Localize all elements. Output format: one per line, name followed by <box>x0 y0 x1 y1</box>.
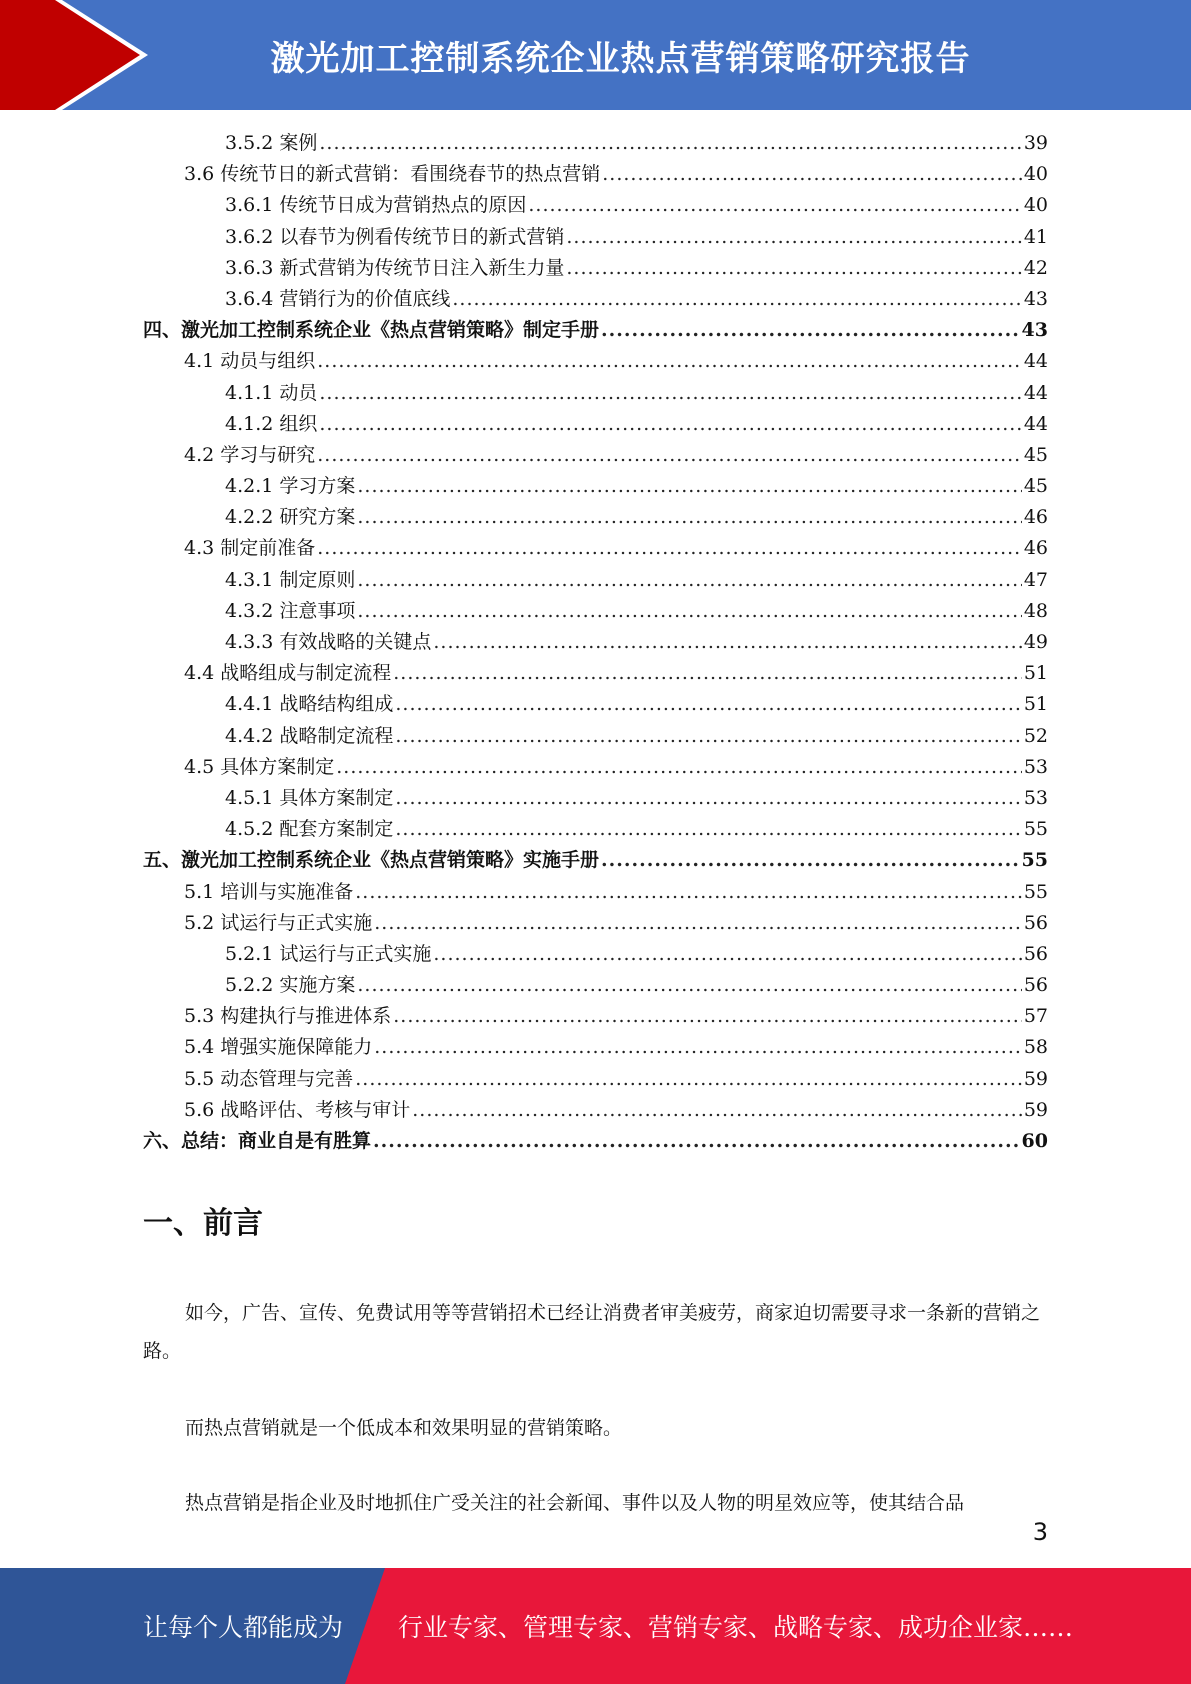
toc-page-number: 43 <box>1021 319 1048 342</box>
toc-dot-leader <box>373 1126 1020 1157</box>
toc-entry-title: 四、激光加工控制系统企业《热点营销策略》制定手册 <box>143 319 600 342</box>
toc-dot-leader <box>601 845 1020 876</box>
toc-entry-title: 3.6.2 以春节为例看传统节日的新式营销 <box>225 225 565 248</box>
toc-entry-title: 五、激光加工控制系统企业《热点营销策略》实施手册 <box>143 849 600 872</box>
toc-page-number: 43 <box>1023 287 1048 310</box>
toc-dot-leader <box>336 752 1022 783</box>
header-banner <box>0 0 1191 110</box>
toc-entry[interactable] <box>143 1064 1048 1095</box>
toc-dot-leader <box>357 970 1021 1001</box>
toc-dot-leader <box>319 409 1021 440</box>
toc-page-number: 46 <box>1023 537 1048 560</box>
toc-entry[interactable] <box>143 627 1048 658</box>
toc-dot-leader <box>395 783 1021 814</box>
toc-page-number: 60 <box>1021 1130 1048 1152</box>
toc-entry[interactable] <box>143 1095 1048 1126</box>
toc-entry-title: 3.6.3 新式营销为传统节日注入新生力量 <box>225 256 565 279</box>
toc-entry-title: 4.4.2 战略制定流程 <box>225 724 394 747</box>
toc-entry-title: 3.6 传统节日的新式营销：看围绕春节的热点营销 <box>184 163 601 186</box>
toc-dot-leader <box>357 502 1021 533</box>
toc-page-number: 56 <box>1023 911 1048 934</box>
paragraph: 而热点营销就是一个低成本和效果明显的营销策略。 <box>185 1417 623 1439</box>
toc-entry[interactable] <box>143 128 1048 159</box>
toc-page-number: 55 <box>1023 880 1048 903</box>
toc-page-number: 40 <box>1023 194 1048 217</box>
toc-entry-title: 5.2.2 实施方案 <box>225 974 356 997</box>
toc-page-number: 44 <box>1023 350 1048 373</box>
toc-dot-leader <box>601 315 1020 346</box>
header-chevron-icon <box>0 0 160 110</box>
toc-entry[interactable] <box>143 1032 1048 1063</box>
toc-entry[interactable] <box>143 783 1048 814</box>
toc-entry-title: 4.3 制定前准备 <box>184 537 316 560</box>
toc-entry[interactable] <box>143 378 1048 409</box>
toc-entry-title: 4.1.1 动员 <box>225 381 318 404</box>
toc-entry-title: 3.6.1 传统节日成为营销热点的原因 <box>225 194 527 217</box>
toc-dot-leader <box>433 627 1021 658</box>
toc-entry[interactable] <box>143 877 1048 908</box>
toc-page-number: 59 <box>1023 1067 1048 1090</box>
toc-dot-leader <box>319 378 1021 409</box>
toc-dot-leader <box>319 128 1021 159</box>
toc-entry-title: 5.2 试运行与正式实施 <box>184 911 373 934</box>
toc-entry-title: 5.2.1 试运行与正式实施 <box>225 942 432 965</box>
toc-entry[interactable] <box>143 284 1048 315</box>
toc-entry-title: 5.1 培训与实施准备 <box>184 880 354 903</box>
toc-page-number: 39 <box>1023 132 1048 154</box>
toc-page-number: 53 <box>1023 755 1048 778</box>
toc-entry[interactable] <box>143 502 1048 533</box>
toc-entry[interactable] <box>143 253 1048 284</box>
toc-dot-leader <box>395 689 1021 720</box>
toc-entry-title: 4.3.2 注意事项 <box>225 599 356 622</box>
toc-dot-leader <box>393 658 1022 689</box>
toc-dot-leader <box>528 190 1021 221</box>
toc-entry-title: 4.5.2 配套方案制定 <box>225 818 394 841</box>
toc-page-number: 40 <box>1023 163 1048 186</box>
toc-entry[interactable] <box>143 752 1048 783</box>
toc-entry[interactable] <box>143 1001 1048 1032</box>
toc-entry[interactable] <box>143 721 1048 752</box>
toc-entry[interactable] <box>143 565 1048 596</box>
toc-entry-title: 4.2.1 学习方案 <box>225 475 356 498</box>
toc-entry[interactable] <box>143 908 1048 939</box>
toc-entry[interactable] <box>143 814 1048 845</box>
toc-dot-leader <box>374 908 1022 939</box>
page-number: 3 <box>1032 1518 1048 1546</box>
toc-entry-title: 5.3 构建执行与推进体系 <box>184 1005 392 1028</box>
toc-entry-title: 4.1 动员与组织 <box>184 350 316 373</box>
toc-page-number: 46 <box>1023 506 1048 529</box>
toc-entry-title: 4.4 战略组成与制定流程 <box>184 662 392 685</box>
toc-dot-leader <box>566 222 1021 253</box>
footer-slogan-right: 行业专家、管理专家、营销专家、战略专家、成功企业家…… <box>398 1613 1074 1642</box>
document-title: 激光加工控制系统企业热点营销策略研究报告 <box>270 38 971 79</box>
toc-page-number: 57 <box>1023 1005 1048 1028</box>
toc-entry-title: 4.3.3 有效战略的关键点 <box>225 631 432 653</box>
toc-page-number: 41 <box>1023 225 1048 248</box>
toc-dot-leader <box>395 721 1021 752</box>
toc-page-number: 45 <box>1023 475 1048 498</box>
table-of-contents <box>143 128 1048 1157</box>
toc-entry-title: 4.1.2 组织 <box>225 412 318 435</box>
toc-entry[interactable] <box>143 939 1048 970</box>
toc-dot-leader <box>395 814 1021 845</box>
toc-entry[interactable] <box>143 315 1048 346</box>
toc-entry-title: 4.2 学习与研究 <box>184 443 316 466</box>
toc-entry[interactable] <box>143 533 1048 564</box>
toc-entry[interactable] <box>143 222 1048 253</box>
toc-page-number: 49 <box>1023 631 1048 653</box>
toc-entry[interactable] <box>143 440 1048 471</box>
toc-entry[interactable] <box>143 346 1048 377</box>
toc-dot-leader <box>602 159 1022 190</box>
toc-entry[interactable] <box>143 845 1048 876</box>
toc-dot-leader <box>357 471 1021 502</box>
paragraph: 热点营销是指企业及时地抓住广受关注的社会新闻、事件以及人物的明星效应等，使其结合品 <box>185 1492 965 1514</box>
toc-page-number: 58 <box>1023 1036 1048 1059</box>
toc-page-number: 53 <box>1023 786 1048 809</box>
footer-banner <box>0 1568 1191 1684</box>
toc-entry[interactable] <box>143 689 1048 720</box>
toc-page-number: 51 <box>1023 662 1048 685</box>
toc-entry-title: 4.3.1 制定原则 <box>225 568 356 591</box>
toc-dot-leader <box>412 1095 1022 1126</box>
toc-entry-title: 3.5.2 案例 <box>225 132 318 154</box>
toc-dot-leader <box>433 939 1021 970</box>
toc-entry-title: 4.2.2 研究方案 <box>225 506 356 529</box>
toc-page-number: 59 <box>1023 1098 1048 1121</box>
toc-entry-title: 5.6 战略评估、考核与审计 <box>184 1098 411 1121</box>
toc-entry[interactable] <box>143 970 1048 1001</box>
toc-page-number: 42 <box>1023 256 1048 279</box>
toc-dot-leader <box>393 1001 1022 1032</box>
toc-entry[interactable] <box>143 658 1048 689</box>
toc-entry-title: 4.4.1 战略结构组成 <box>225 693 394 716</box>
toc-entry-title: 5.5 动态管理与完善 <box>184 1067 354 1090</box>
toc-page-number: 55 <box>1021 849 1048 872</box>
toc-entry-title: 4.5.1 具体方案制定 <box>225 786 394 809</box>
toc-dot-leader <box>452 284 1021 315</box>
toc-entry-title: 六、总结：商业自是有胜算 <box>143 1130 372 1152</box>
toc-entry[interactable] <box>143 409 1048 440</box>
toc-entry[interactable] <box>143 471 1048 502</box>
toc-dot-leader <box>355 1064 1022 1095</box>
section-heading: 一、前言 <box>143 1206 263 1241</box>
toc-page-number: 45 <box>1023 443 1048 466</box>
toc-entry[interactable] <box>143 159 1048 190</box>
toc-entry-title: 5.4 增强实施保障能力 <box>184 1036 373 1059</box>
footer-slogan-left: 让每个人都能成为 <box>143 1613 344 1642</box>
toc-dot-leader <box>317 440 1022 471</box>
toc-entry-title: 3.6.4 营销行为的价值底线 <box>225 287 451 310</box>
toc-page-number: 56 <box>1023 942 1048 965</box>
toc-page-number: 52 <box>1023 724 1048 747</box>
toc-entry[interactable] <box>143 596 1048 627</box>
toc-page-number: 44 <box>1023 412 1048 435</box>
toc-dot-leader <box>357 565 1021 596</box>
toc-dot-leader <box>355 877 1022 908</box>
toc-page-number: 55 <box>1023 818 1048 841</box>
toc-dot-leader <box>357 596 1021 627</box>
paragraph: 如今，广告、宣传、免费试用等等营销招术已经让消费者审美疲劳，商家迫切需要寻求一条新的营销之路。 <box>143 1302 1041 1362</box>
toc-page-number: 48 <box>1023 599 1048 622</box>
toc-dot-leader <box>317 346 1022 377</box>
toc-page-number: 56 <box>1023 974 1048 997</box>
toc-page-number: 44 <box>1023 381 1048 404</box>
toc-entry[interactable] <box>143 190 1048 221</box>
toc-dot-leader <box>566 253 1021 284</box>
toc-entry[interactable] <box>143 1126 1048 1157</box>
toc-page-number: 47 <box>1023 568 1048 591</box>
toc-entry-title: 4.5 具体方案制定 <box>184 755 335 778</box>
toc-page-number: 51 <box>1023 693 1048 716</box>
toc-dot-leader <box>374 1032 1022 1063</box>
toc-dot-leader <box>317 533 1022 564</box>
